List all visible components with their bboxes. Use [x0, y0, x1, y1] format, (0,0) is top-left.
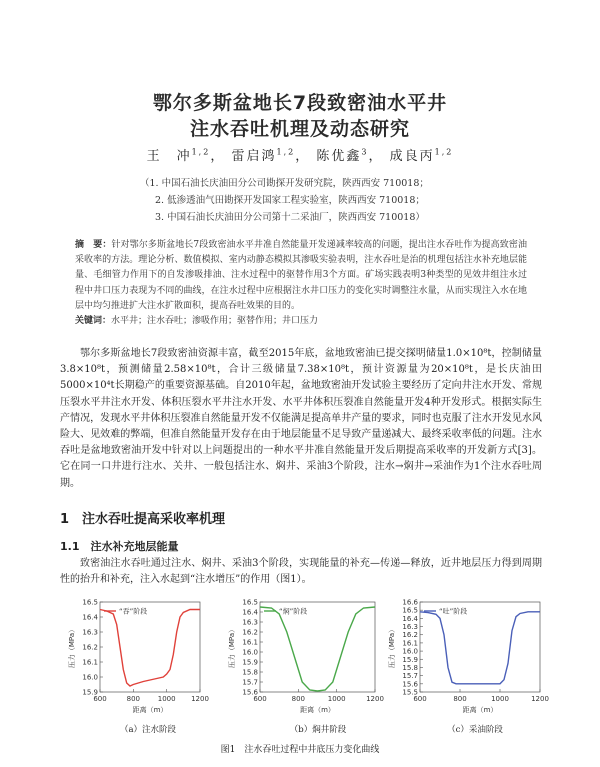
x-tick-label-1-2: 1000 — [327, 695, 346, 703]
y-tick-label-0-3: 16.2 — [82, 643, 98, 652]
y-tick-label-0-1: 16.0 — [82, 673, 98, 682]
abstract — [75, 238, 527, 329]
title-line-1: 鄂尔多斯盆地长7段致密油水平井 — [152, 92, 448, 114]
author-1: 王 冲 — [146, 149, 192, 164]
x-tick-label-2-3: 1200 — [531, 695, 549, 703]
subcaption-a: （a）注水阶段 — [119, 725, 177, 735]
x-tick-label-1-3: 1200 — [366, 695, 384, 703]
y-tick-label-0-6: 16.5 — [82, 598, 98, 607]
y-tick-label-1-1: 15.7 — [242, 678, 258, 687]
y-tick-label-2-2: 15.7 — [402, 672, 418, 681]
y-tick-label-2-5: 16.0 — [402, 647, 418, 656]
plot-frame-0 — [100, 602, 200, 692]
y-tick-label-1-5: 16.1 — [242, 638, 258, 647]
abstract-text: 针对鄂尔多斯盆地长7段致密油水平井准自然能量开发递减率较高的问题，提出注水吞吐作为提高致密油采收率的方法。理论分析、数值模拟、室内动静态模拟其渗吸实验表明，注水吞吐是治的机理包括注水补充地层能量、毛细管力作用下的自发渗吸排油、注水过程中的驱替作用3个方面。矿场实践表明3种类型的见效井组注水过程中井口压力表现为不同的曲线，在注水过程中应根据注水井口压力的变化实时调整注水量，从而实现注入水在地层中均匀推进扩大注水扩散面积，提高吞吐效果的目的。 — [75, 240, 527, 311]
figure-1 — [60, 596, 550, 736]
y-axis-label-0: 压力（MPa） — [68, 625, 76, 669]
y-tick-label-1-4: 16.0 — [242, 648, 258, 657]
author-3: 陈优鑫 — [316, 149, 362, 164]
title-line-2: 注水吞吐机理及动态研究 — [189, 118, 410, 140]
x-axis-label-2: 距离（m） — [462, 706, 498, 714]
y-tick-label-1-8: 16.4 — [242, 608, 258, 617]
subcaption-b: （b）焖井阶段 — [289, 725, 347, 735]
x-tick-label-2-1: 800 — [453, 695, 467, 703]
y-tick-label-2-3: 15.8 — [402, 663, 418, 672]
y-tick-label-1-6: 16.2 — [242, 628, 258, 637]
figure-caption: 图1 注水吞吐过程中井底压力变化曲线 — [220, 745, 380, 755]
affiliation-3: 3. 中国石油长庆油田分公司第十二采油厂，陕西西安 710018） — [155, 212, 425, 223]
x-axis-label-1: 距离（m） — [300, 706, 335, 714]
x-tick-label-0-3: 1200 — [191, 695, 209, 703]
y-tick-label-2-0: 15.5 — [402, 688, 418, 697]
section-heading-1-1: 1.1 注水补充地层能量 — [60, 540, 179, 553]
x-axis-label-0: 距离（m） — [132, 706, 168, 714]
legend-label-0: “吞”阶段 — [119, 607, 148, 616]
author-2: 雷启鸿 — [231, 149, 277, 164]
series-line-1 — [260, 607, 375, 691]
x-tick-label-2-2: 1000 — [491, 695, 509, 703]
y-tick-label-1-7: 16.3 — [242, 618, 258, 627]
y-tick-label-1-9: 16.5 — [242, 598, 258, 607]
x-tick-label-0-2: 1000 — [157, 695, 176, 703]
author-4: 成良丙 — [389, 149, 435, 164]
legend-label-1: “焖”阶段 — [279, 607, 308, 616]
y-tick-label-2-4: 15.9 — [402, 655, 418, 664]
legend-label-2: “吐”阶段 — [439, 607, 468, 616]
intro-paragraph: 鄂尔多斯盆地长7段致密油资源丰富，截至2015年底，盆地致密油已提交探明储量1.0×10⁸t，控制储量3.8×10⁸t，预测储量2.58×10⁸t，合计三级储量7.38×10⁸t，预计资源量为20×10⁸t，是长庆油田5000×10⁴t长期稳产的重要资源基础。自2010年起，盆地致密油开发试验主要经历了定向井注水开发、常规压裂水平井注水开发、体积压裂水平井注水开发、水平井体积压裂准自然能量开发4种开发形式。根据实际生产情况，发现水平井体积压裂准自然能量开发不仅能满足提高单井产量的要求，同时也克服了注水开发见水风险大、见效难的弊端，但准自然能量开发存在由于地层能量不足导致产量递减大、最终采收率低的问题。注水吞吐是盆地致密油开发中针对以上问题提出的一种水平井准自然能量开发后期提高采收率的开发新方式[3]。它在同一口井进行注水、关井、一般包括注水、焖井、采油3个阶段，注水→焖井→采油作为1个注水吞吐周期。 — [60, 348, 542, 489]
x-tick-label-1-0: 600 — [253, 695, 267, 703]
x-tick-label-0-0: 600 — [93, 695, 107, 703]
keywords: 水平井；注水吞吐；渗吸作用；驱替作用；井口压力 — [111, 316, 319, 327]
y-axis-label-1: 压力（MPa） — [228, 625, 236, 669]
y-tick-label-2-10: 16.5 — [402, 606, 418, 615]
section-heading-1: 1 注水吞吐提高采收率机理 — [60, 512, 226, 527]
y-tick-label-0-0: 15.9 — [82, 688, 98, 697]
subcaption-c: （c）采油阶段 — [447, 725, 503, 735]
series-line-2 — [420, 612, 540, 684]
y-tick-label-0-5: 16.4 — [82, 613, 98, 622]
affiliation-1: （1. 中国石油长庆油田分公司勘探开发研究院，陕西西安 710018； — [140, 178, 429, 189]
y-tick-label-0-2: 16.1 — [82, 658, 98, 667]
x-tick-label-0-1: 800 — [126, 695, 141, 703]
y-tick-label-0-4: 16.3 — [82, 628, 98, 637]
series-line-0 — [100, 610, 200, 687]
y-tick-label-2-7: 16.2 — [402, 631, 418, 640]
y-tick-label-2-9: 16.4 — [402, 614, 418, 623]
y-tick-label-1-2: 15.8 — [242, 668, 258, 677]
x-tick-label-2-0: 600 — [413, 695, 427, 703]
affiliation-2: 2. 低渗透油气田勘探开发国家工程实验室，陕西西安 710018； — [155, 195, 425, 206]
y-tick-label-1-3: 15.9 — [242, 658, 258, 667]
abstract-label: 摘 要： — [75, 240, 112, 250]
plot-frame-1 — [260, 602, 375, 692]
y-axis-label-2: 压力（MPa） — [388, 625, 396, 669]
keywords-label: 关键词： — [75, 316, 112, 327]
authors: 王 冲$^{1,2}$， 雷启鸿$^{1,2}$， 陈优鑫$^3$， 成良丙$^{1,2}$ — [146, 147, 454, 164]
paragraph-1-1: 致密油注水吞吐通过注水、焖井、采油3个阶段，实现能量的补充—传递—释放，近井地层压力得到周期性的抬升和补充，注入水起到“注水增压”的作用（图1）。 — [60, 558, 542, 586]
x-tick-label-1-1: 800 — [291, 695, 306, 703]
y-tick-label-1-0: 15.6 — [242, 688, 258, 697]
y-tick-label-2-1: 15.6 — [402, 680, 418, 689]
y-tick-label-2-6: 16.1 — [402, 639, 418, 648]
y-tick-label-2-8: 16.3 — [402, 623, 418, 632]
y-tick-label-2-11: 16.6 — [402, 598, 418, 607]
